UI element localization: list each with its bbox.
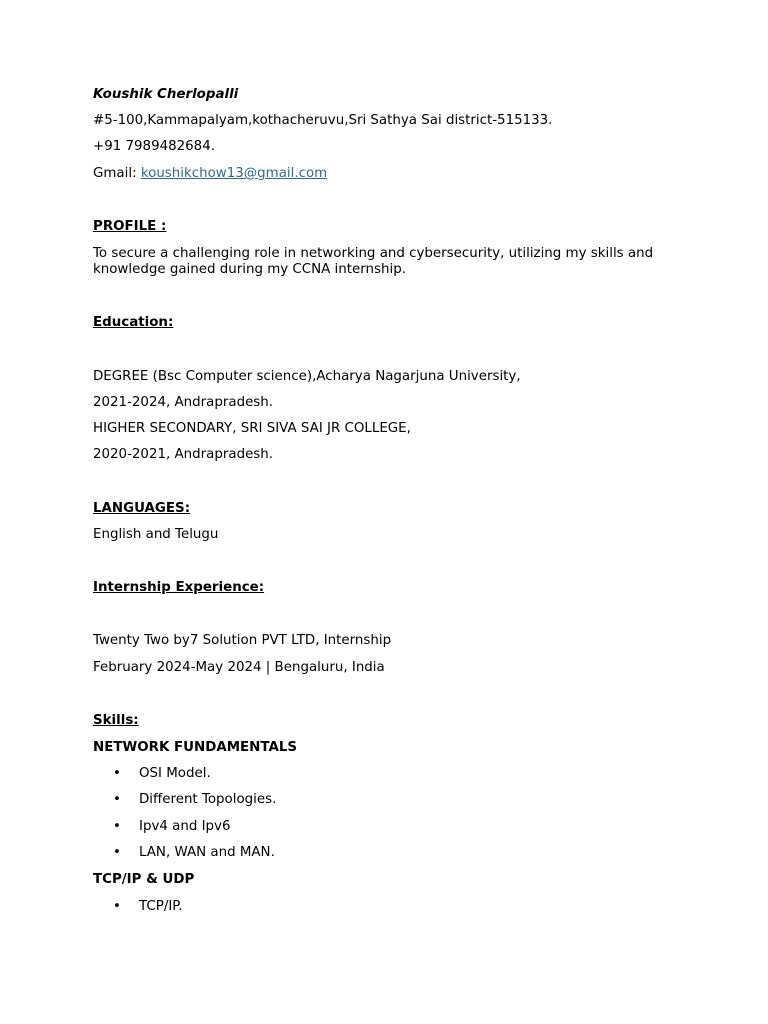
internship-line: Twenty Two by7 Solution PVT LTD, Internship [93, 633, 392, 648]
email-label: Gmail: [93, 166, 141, 181]
bullet-icon: • [113, 845, 121, 860]
phone: +91 7989482684. [93, 139, 215, 154]
education-line: DEGREE (Bsc Computer science),Acharya Nagarjuna University, [93, 369, 521, 384]
languages-text: English and Telugu [93, 527, 219, 542]
internship-line: February 2024-May 2024 | Bengaluru, India [93, 660, 385, 675]
profile-heading: PROFILE : [93, 219, 167, 234]
education-line: 2021-2024, Andrapradesh. [93, 395, 274, 410]
bullet-icon: • [113, 766, 121, 781]
list-item-text: OSI Model. [139, 766, 211, 781]
profile-text: To secure a challenging role in networking and cybersecurity, utilizing my skills and knowledge gained during my CCNA internship. [93, 246, 654, 277]
address: #5-100,Kammapalyam,kothacheruvu,Sri Sathya Sai district-515133. [93, 113, 553, 128]
skills-group-title: TCP/IP & UDP [93, 872, 195, 887]
skills-heading: Skills: [93, 713, 139, 728]
internship-heading: Internship Experience: [93, 580, 265, 595]
bullet-icon: • [113, 792, 121, 807]
list-item-text: TCP/IP. [139, 899, 183, 914]
list-item [113, 845, 275, 861]
skills-group-title: NETWORK FUNDAMENTALS [93, 740, 298, 755]
candidate-name: Koushik Cherlopalli [93, 87, 239, 102]
bullet-icon: • [113, 819, 121, 834]
list-item-text: Different Topologies. [139, 792, 277, 807]
email-line [93, 166, 327, 182]
bullet-icon: • [113, 899, 121, 914]
list-item-text: LAN, WAN and MAN. [139, 845, 275, 860]
list-item [113, 819, 231, 835]
list-item [113, 792, 276, 808]
languages-heading: LANGUAGES: [93, 501, 191, 516]
education-line: HIGHER SECONDARY, SRI SIVA SAI JR COLLEGE, [93, 421, 411, 436]
list-item [113, 899, 183, 915]
education-heading: Education: [93, 315, 174, 330]
list-item-text: Ipv4 and Ipv6 [139, 819, 231, 834]
list-item [113, 766, 211, 782]
email-link[interactable]: koushikchow13@gmail.com [140, 166, 328, 181]
education-line: 2020-2021, Andrapradesh. [93, 447, 274, 462]
